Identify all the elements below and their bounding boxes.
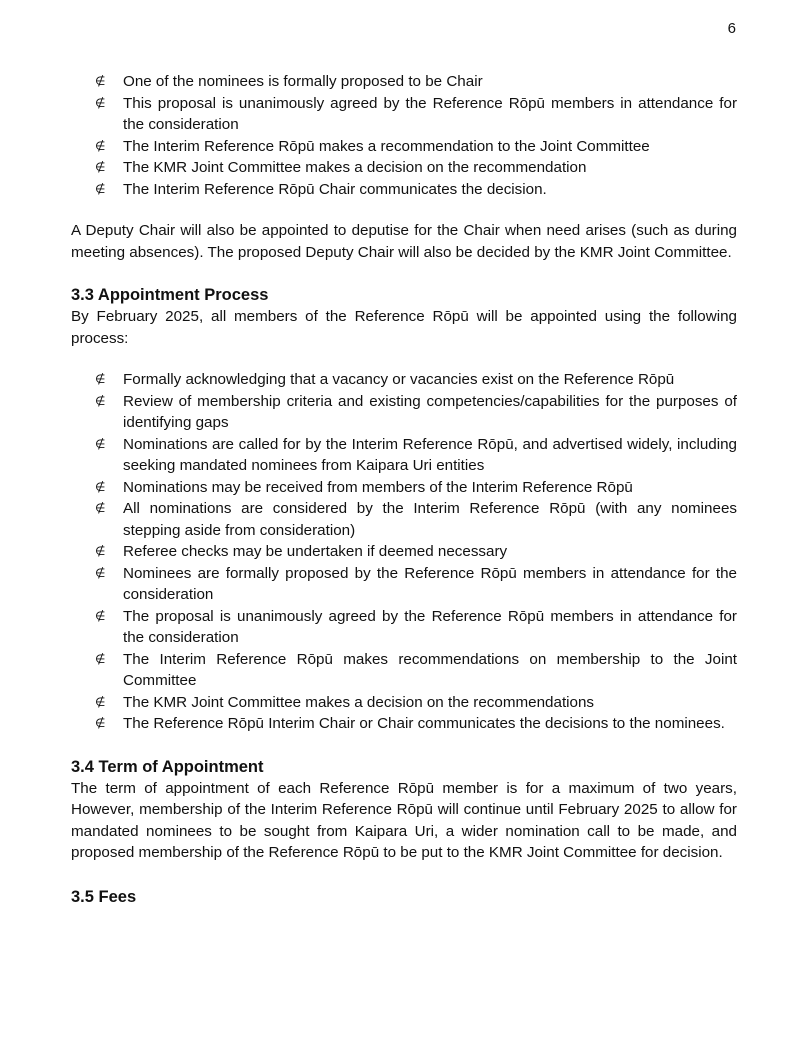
list-item xyxy=(71,498,737,541)
bullet-icon: ∉ xyxy=(95,716,106,730)
list-item-text: Review of membership criteria and existing competencies/capabilities for the purposes of identifying gaps xyxy=(123,392,737,431)
bullet-icon: ∉ xyxy=(95,74,106,88)
list-item-text: All nominations are considered by the Interim Reference Rōpū (with any nominees stepping aside from consideration) xyxy=(123,500,737,539)
bullet-icon: ∉ xyxy=(95,181,106,196)
list-item xyxy=(71,649,737,692)
list-item-text: The Interim Reference Rōpū makes recommendations on membership to the Joint Committee xyxy=(123,650,737,689)
bullet-icon: ∉ xyxy=(95,565,106,580)
list-item xyxy=(71,541,737,563)
list-item xyxy=(71,179,737,201)
bullet-icon: ∉ xyxy=(95,651,106,666)
list-item xyxy=(71,157,737,179)
bullet-icon: ∉ xyxy=(95,501,106,515)
section-heading-term-of-appointment: 3.4 Term of Appointment xyxy=(71,757,264,776)
list-item xyxy=(71,477,737,499)
list-item-text: This proposal is unanimously agreed by the Reference Rōpū members in attendance for the consideration xyxy=(123,94,737,133)
list-item-text: The proposal is unanimously agreed by the Reference Rōpū members in attendance for the consideration xyxy=(123,607,737,646)
section-heading-appointment-process: 3.3 Appointment Process xyxy=(71,286,269,304)
list-item-text: Referee checks may be undertaken if deemed necessary xyxy=(123,543,508,560)
list-item-text: Nominations are called for by the Interim Reference Rōpū, and advertised widely, including seeking mandated nominees from Kaipara Uri entities xyxy=(123,435,737,474)
page-number: 6 xyxy=(727,20,736,37)
appointment-process-intro: By February 2025, all members of the Reference Rōpū will be appointed using the following process: xyxy=(71,308,737,347)
section-heading-fees: 3.5 Fees xyxy=(71,887,137,906)
list-item xyxy=(71,692,737,714)
list-item xyxy=(71,391,737,434)
bullet-icon: ∉ xyxy=(95,160,106,174)
list-item xyxy=(71,136,737,158)
list-item xyxy=(71,434,737,477)
list-item xyxy=(71,606,737,649)
chair-process-list xyxy=(71,71,737,200)
bullet-icon: ∉ xyxy=(95,608,106,623)
list-item xyxy=(71,713,737,735)
list-item-text: The KMR Joint Committee makes a decision on the recommendation xyxy=(123,159,587,176)
appointment-process-list xyxy=(71,369,737,735)
list-item-text: The Interim Reference Rōpū Chair communicates the decision. xyxy=(123,180,547,198)
list-item-text: One of the nominees is formally proposed to be Chair xyxy=(123,73,483,90)
list-item xyxy=(71,563,737,606)
bullet-icon: ∉ xyxy=(95,138,106,153)
list-item xyxy=(71,369,737,391)
bullet-icon: ∉ xyxy=(95,95,106,110)
list-item-text: Nominees are formally proposed by the Reference Rōpū members in attendance for the consideration xyxy=(123,564,737,603)
bullet-icon: ∉ xyxy=(95,372,106,386)
list-item xyxy=(71,71,737,93)
bullet-icon: ∉ xyxy=(95,694,106,709)
list-item-text: Formally acknowledging that a vacancy or vacancies exist on the Reference Rōpū xyxy=(123,371,675,388)
bullet-icon: ∉ xyxy=(95,436,106,451)
list-item-text: Nominations may be received from members of the Interim Reference Rōpū xyxy=(123,478,633,496)
document-body xyxy=(71,71,737,908)
term-of-appointment-paragraph: The term of appointment of each Reference Rōpū member is for a maximum of two years, However, membership of the Interim Reference Rōpū will continue until February 2025 to allow for mandated nominees to be sought from Kaipara Uri, a wider nomination call to be made, and proposed membership of the Reference Rōpū to be put to the KMR Joint Committee for decision. xyxy=(71,779,737,861)
list-item-text: The Interim Reference Rōpū makes a recommendation to the Joint Committee xyxy=(123,137,650,155)
list-item-text: The Reference Rōpū Interim Chair or Chair communicates the decisions to the nominees. xyxy=(123,715,725,732)
bullet-icon: ∉ xyxy=(95,544,106,558)
list-item-text: The KMR Joint Committee makes a decision on the recommendations xyxy=(123,693,595,711)
list-item xyxy=(71,93,737,136)
bullet-icon: ∉ xyxy=(95,393,106,408)
bullet-icon: ∉ xyxy=(95,479,106,494)
deputy-chair-paragraph: A Deputy Chair will also be appointed to deputise for the Chair when need arises (such as during meeting absences). The proposed Deputy Chair will also be decided by the KMR Joint Committee. xyxy=(71,222,737,261)
